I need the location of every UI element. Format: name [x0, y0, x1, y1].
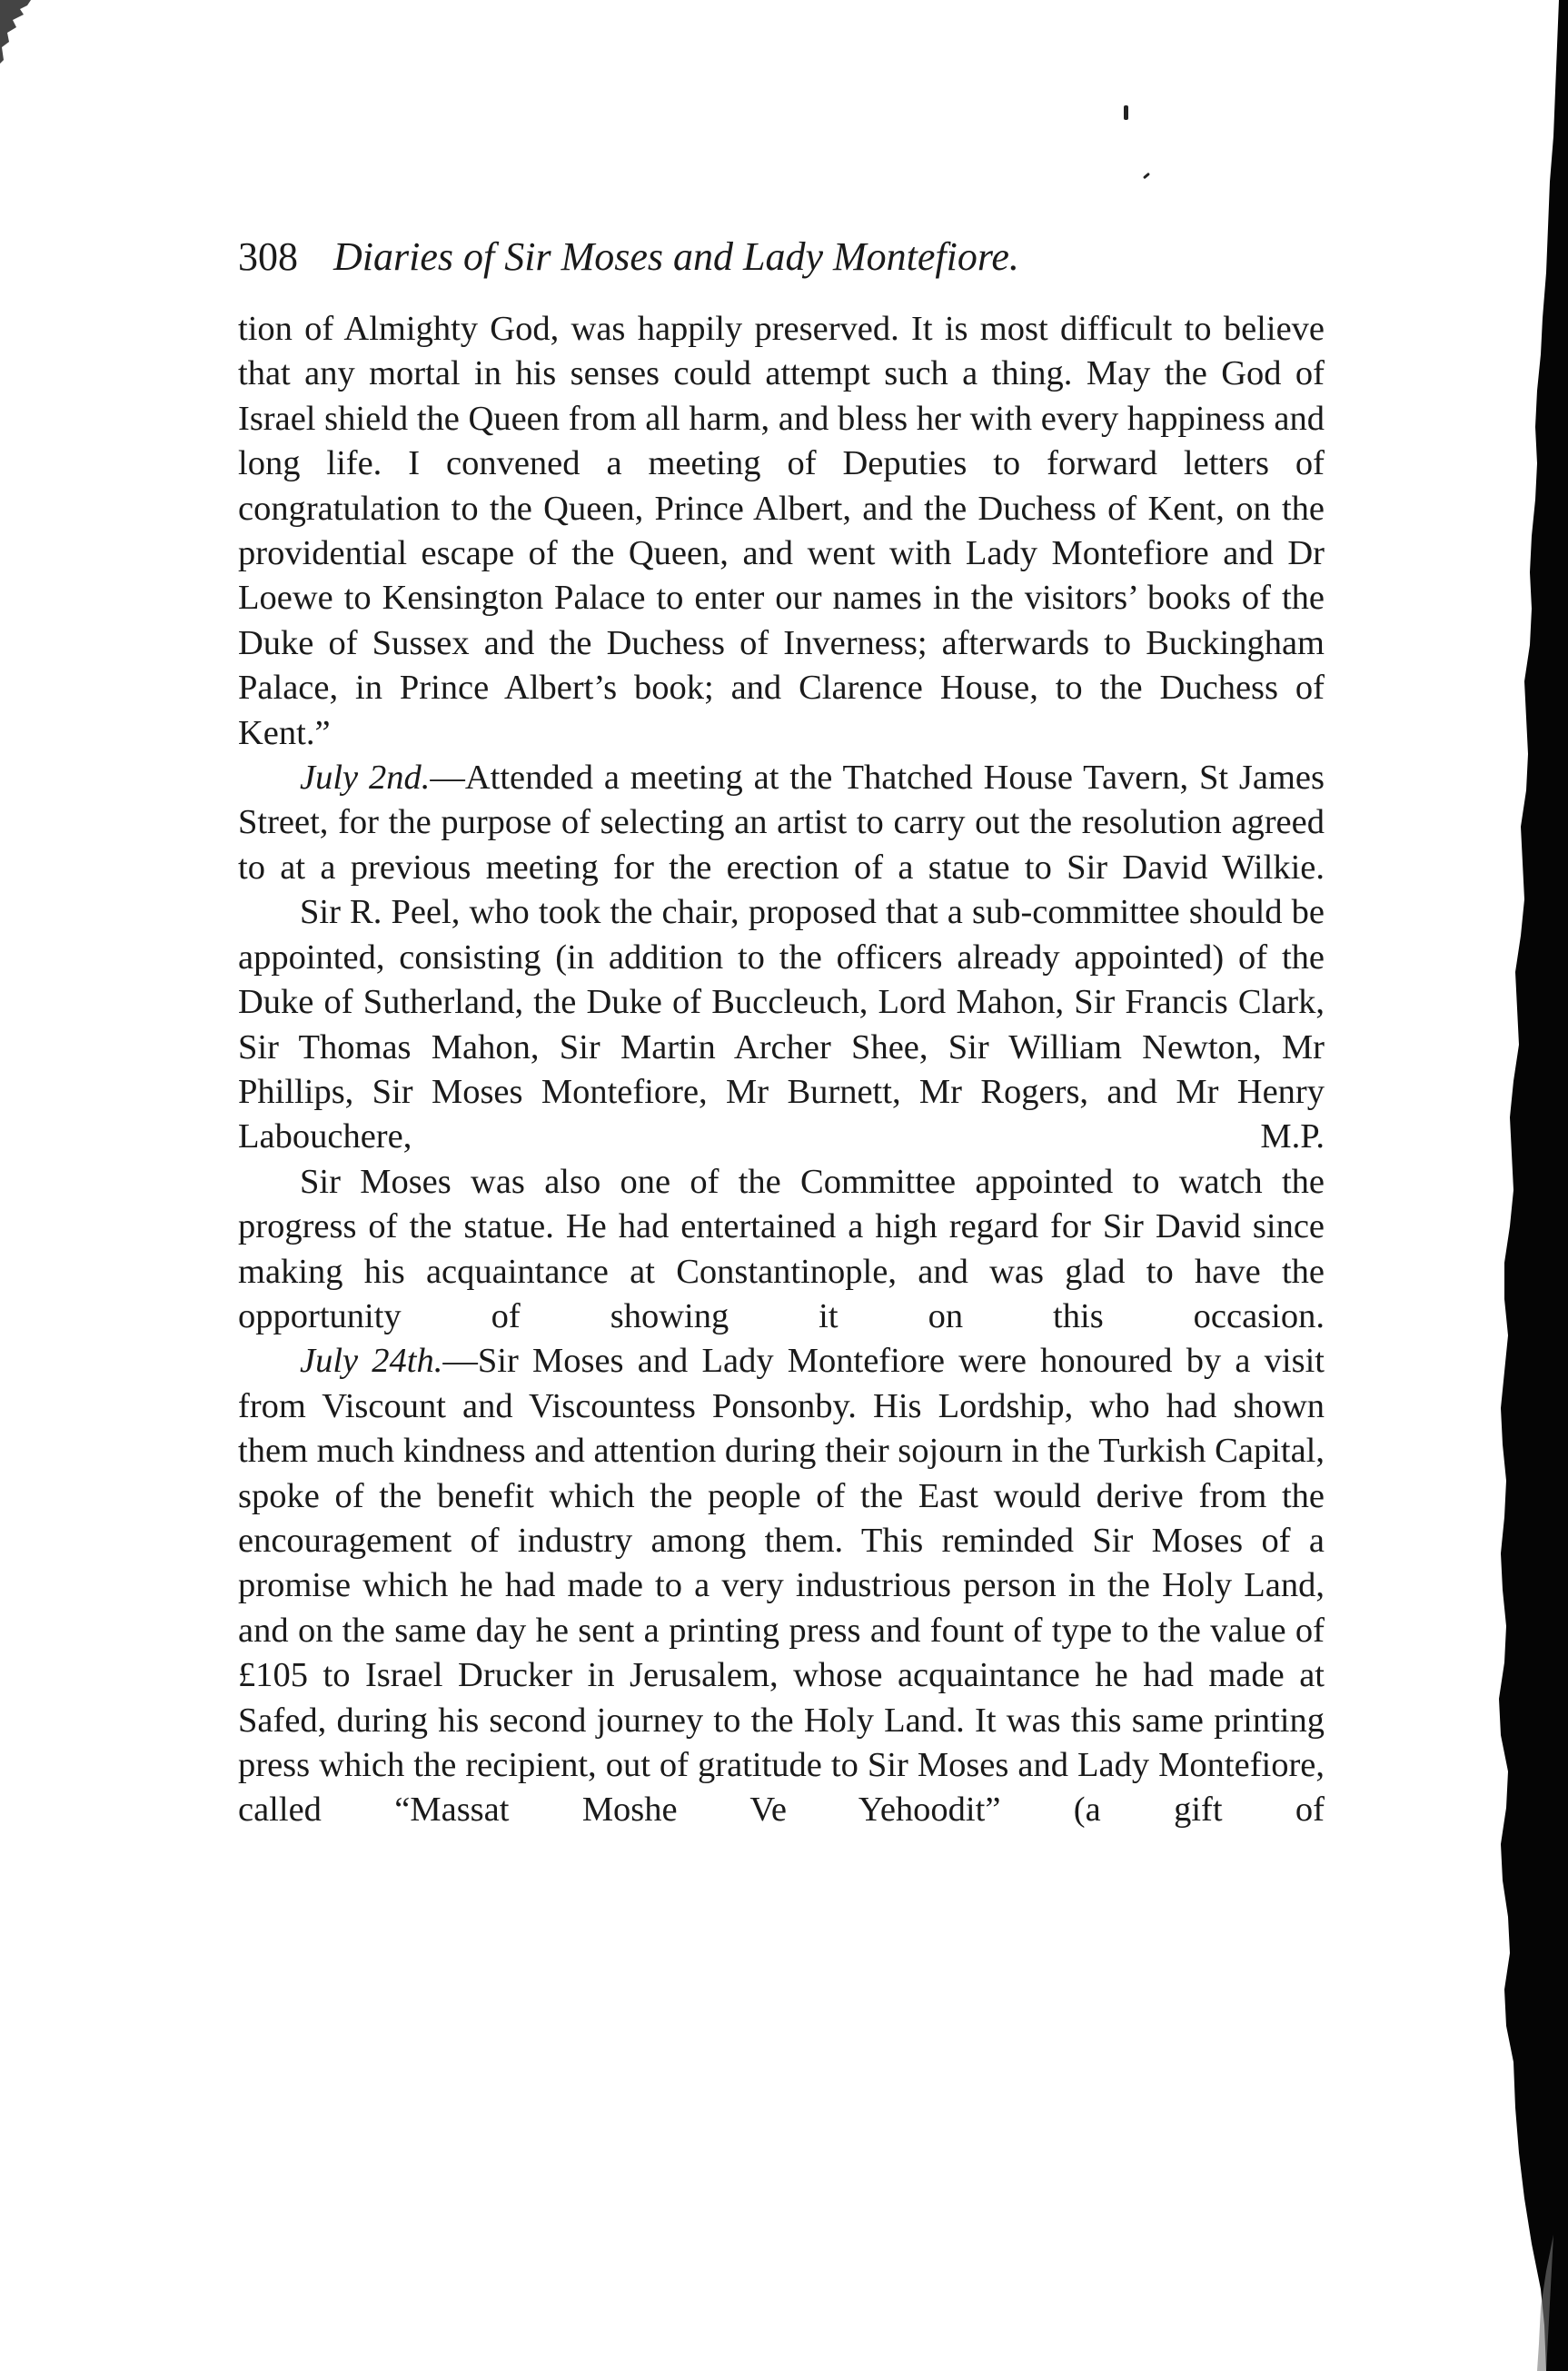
paragraph-text: Sir R. Peel, who took the chair, proposed that a sub-committee should be appointed, consisting (in addition to the officers already appointed) of the Duke of Sutherland, the Duke of Buccleuch, Lord Mahon, Sir Francis Clark, Sir Thomas Mahon, Sir Martin Archer Shee, Sir William Newton, Mr Phillips, Sir Moses Montefiore, Mr Burnett, Mr Rogers, and Mr Henry Labouchere, M.P. — [238, 893, 1325, 1156]
diary-date: July 24th. — [300, 1342, 443, 1381]
scan-corner-mark — [0, 0, 55, 64]
paragraph — [238, 890, 1325, 1159]
scan-speck — [1124, 105, 1128, 120]
scan-speck — [1143, 173, 1150, 179]
paragraph-text: Sir Moses was also one of the Committee appointed to watch the progress of the statue. He had entertained a high regard for Sir David since making his acquaintance at Constantinople, and was glad to have the opportunity of showing it on this occasion. — [238, 1162, 1325, 1335]
paragraph-text: —Sir Moses and Lady Montefiore were honoured by a visit from Viscount and Viscountess Ponsonby. His Lordship, who had shown them much kindness and attention during their sojourn in the Turkish Capital, spoke of the benefit which the people of the East would derive from the encouragement of industry among them. This reminded Sir Moses of a promise which he had made to a very industrious person in the Holy Land, and on the same day he sent a printing press and fount of type to the value of £105 to Israel Drucker in Jerusalem, whose acquaintance he had made at Safed, during his second journey to the Holy Land. It was this same printing press which the recipient, out of gratitude to Sir Moses and Lady Montefiore, called “Massat Moshe Ve Yehoodit” (a gift of — [238, 1342, 1325, 1830]
paragraph-text: —Attended a meeting at the Thatched House Tavern, St James Street, for the purpose of selecting an artist to carry out the resolution agreed to at a previous meeting for the erection of a statue to Sir David Wilkie. — [238, 759, 1325, 887]
page-number: 308 — [238, 234, 298, 279]
paragraph — [238, 307, 1325, 756]
scan-binding-shadow — [1386, 0, 1568, 2371]
running-title: Diaries of Sir Moses and Lady Montefiore. — [333, 234, 1019, 279]
body-text — [238, 307, 1325, 1833]
running-header — [238, 225, 1328, 289]
paragraph — [238, 1160, 1325, 1340]
paragraph-text: tion of Almighty God, was happily preserved. It is most difficult to believe that any mortal in his senses could attempt such a thing. May the God of Israel shield the Queen from all harm, and bless her with every happiness and long life. I convened a meeting of Deputies to forward letters of congratulation to the Queen, Prince Albert, and the Duchess of Kent, on the providential escape of the Queen, and went with Lady Montefiore and Dr Loewe to Kensington Palace to enter our names in the visitors’ books of the Duke of Sussex and the Duchess of Inverness; afterwards to Buckingham Palace, in Prince Albert’s book; and Clarence House, to the Duchess of Kent.” — [238, 310, 1325, 752]
paragraph — [238, 756, 1325, 890]
paragraph — [238, 1339, 1325, 1832]
diary-date: July 2nd. — [300, 759, 431, 798]
